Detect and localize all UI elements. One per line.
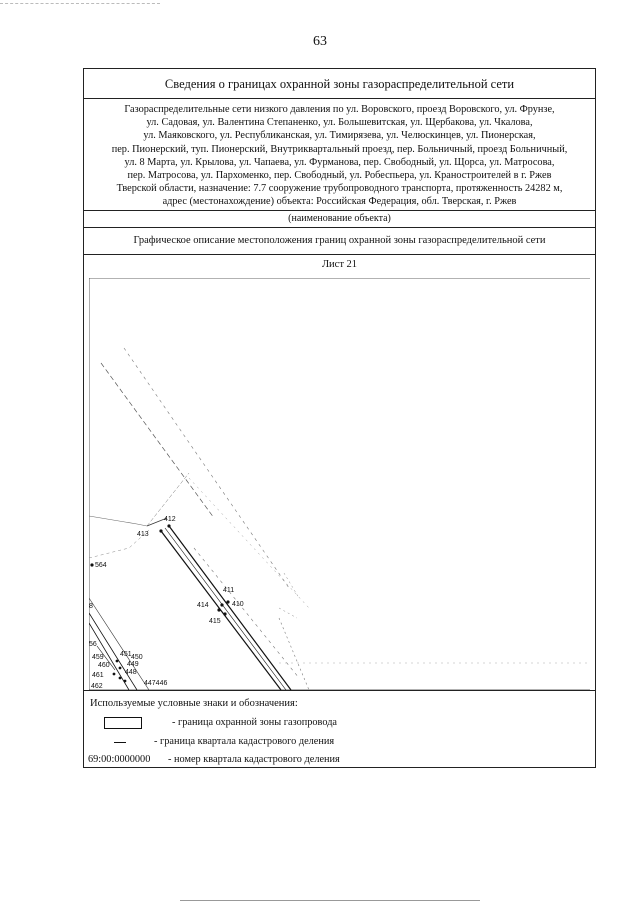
page-number: 63 — [313, 34, 327, 49]
object-name-caption: (наименование объекта) — [84, 211, 595, 228]
point-label: 450 — [131, 654, 143, 661]
quarter-boundary — [189, 478, 309, 608]
point-label: 411 — [223, 587, 235, 594]
point-label: 56 — [89, 641, 97, 648]
boundary-point — [217, 608, 220, 611]
point-label: 412 — [164, 516, 176, 523]
boundary-point — [226, 600, 229, 603]
top-dashed-line — [0, 3, 160, 4]
boundary-point — [119, 677, 122, 680]
boundary-point — [167, 524, 170, 527]
point-label: 410 — [232, 601, 244, 608]
boundary-point — [223, 612, 226, 615]
description-line: ул. Садовая, ул. Валентина Степаненко, ул. Большевитская, ул. Щербакова, ул. Чкалова, — [146, 117, 533, 129]
boundary-point — [159, 529, 162, 532]
bottom-rule — [180, 900, 480, 901]
boundary-point — [90, 563, 93, 566]
point-label: 448 — [125, 669, 137, 676]
sheet-number: Лист 21 — [321, 259, 358, 270]
legend-item-text: - граница квартала кадастрового деления — [154, 736, 335, 747]
document-frame — [83, 68, 596, 768]
quarter-boundary — [284, 573, 299, 598]
description-line: пер. Пионерский, туп. Пионерский, Внутриквартальный проезд, пер. Больничный, проезд Больничный, — [111, 143, 568, 155]
section-title: Сведения о границах охранной зоны газораспределительной сети — [84, 69, 595, 99]
point-label: 460 — [98, 662, 110, 669]
cadastral-map — [89, 278, 590, 690]
description-line: ул. Маяковского, ул. Республиканская, ул. Тимирязева, ул. Челюскинцев, ул. Пионерская, — [143, 130, 536, 142]
point-label: 462 — [91, 683, 103, 690]
boundary-point — [124, 680, 127, 683]
boundary-point — [220, 603, 223, 606]
description-line: пер. Матросова, ул. Пархоменко, пер. Свободный, ул. Робеспьера, ул. Краностроителей в г. Ржев — [127, 170, 552, 182]
point-label: 564 — [95, 562, 107, 569]
legend-item-text: - номер квартала кадастрового деления — [168, 754, 340, 765]
protection-zone-boundary — [169, 526, 291, 690]
point-label: 447446 — [144, 680, 168, 687]
point-label: 451 — [120, 651, 132, 658]
point-label: 413 — [137, 531, 149, 538]
point-label: 414 — [197, 602, 209, 609]
description-line: Тверской области, назначение: 7.7 сооружение трубопроводного транспорта, протяженность 24282 м, — [116, 183, 563, 195]
protection-zone-symbol — [104, 717, 142, 729]
graphic-description-title: Графическое описание местоположения границ охранной зоны газораспределительной сети — [84, 228, 595, 255]
point-label: 461 — [92, 672, 104, 679]
description-line: Газораспределительные сети низкого давления по ул. Воровского, проезд Воровского, ул. Фрунзе, — [124, 104, 555, 115]
description-line: адрес (местонахождение) объекта: Российская Федерация, обл. Тверская, г. Ржев — [162, 196, 517, 208]
pipeline-axis — [165, 528, 286, 690]
quarter-boundary — [101, 363, 214, 518]
description-line: ул. 8 Марта, ул. Крылова, ул. Чапаева, ул. Фурманова, пер. Свободный, ул. Щорса, ул. Матросова, — [124, 156, 555, 168]
legend-item-quarter-boundary — [84, 736, 595, 750]
point-label: 8 — [89, 603, 93, 610]
point-label: 449 — [127, 661, 139, 668]
point-label: 459 — [92, 654, 104, 661]
quarter-boundary — [124, 348, 289, 588]
legend-item-quarter-number — [84, 754, 595, 768]
protection-zone-boundary — [161, 531, 281, 690]
map-bottom-separator — [84, 690, 595, 691]
quarter-boundary — [194, 548, 299, 678]
boundary-point — [116, 660, 119, 663]
boundary-point — [119, 667, 122, 670]
object-description — [84, 99, 595, 211]
quarter-boundary-symbol — [114, 742, 126, 743]
boundary-point — [113, 673, 116, 676]
parcel-boundary — [89, 516, 147, 526]
legend-item-protection-zone — [84, 717, 595, 731]
point-label: 415 — [209, 618, 221, 625]
legend-item-text: - граница охранной зоны газопровода — [172, 717, 338, 728]
quarter-number-sample: 69:00:0000000 — [88, 754, 151, 765]
quarter-boundary — [279, 608, 297, 618]
legend-title: Используемые условные знаки и обозначения: — [90, 698, 298, 709]
